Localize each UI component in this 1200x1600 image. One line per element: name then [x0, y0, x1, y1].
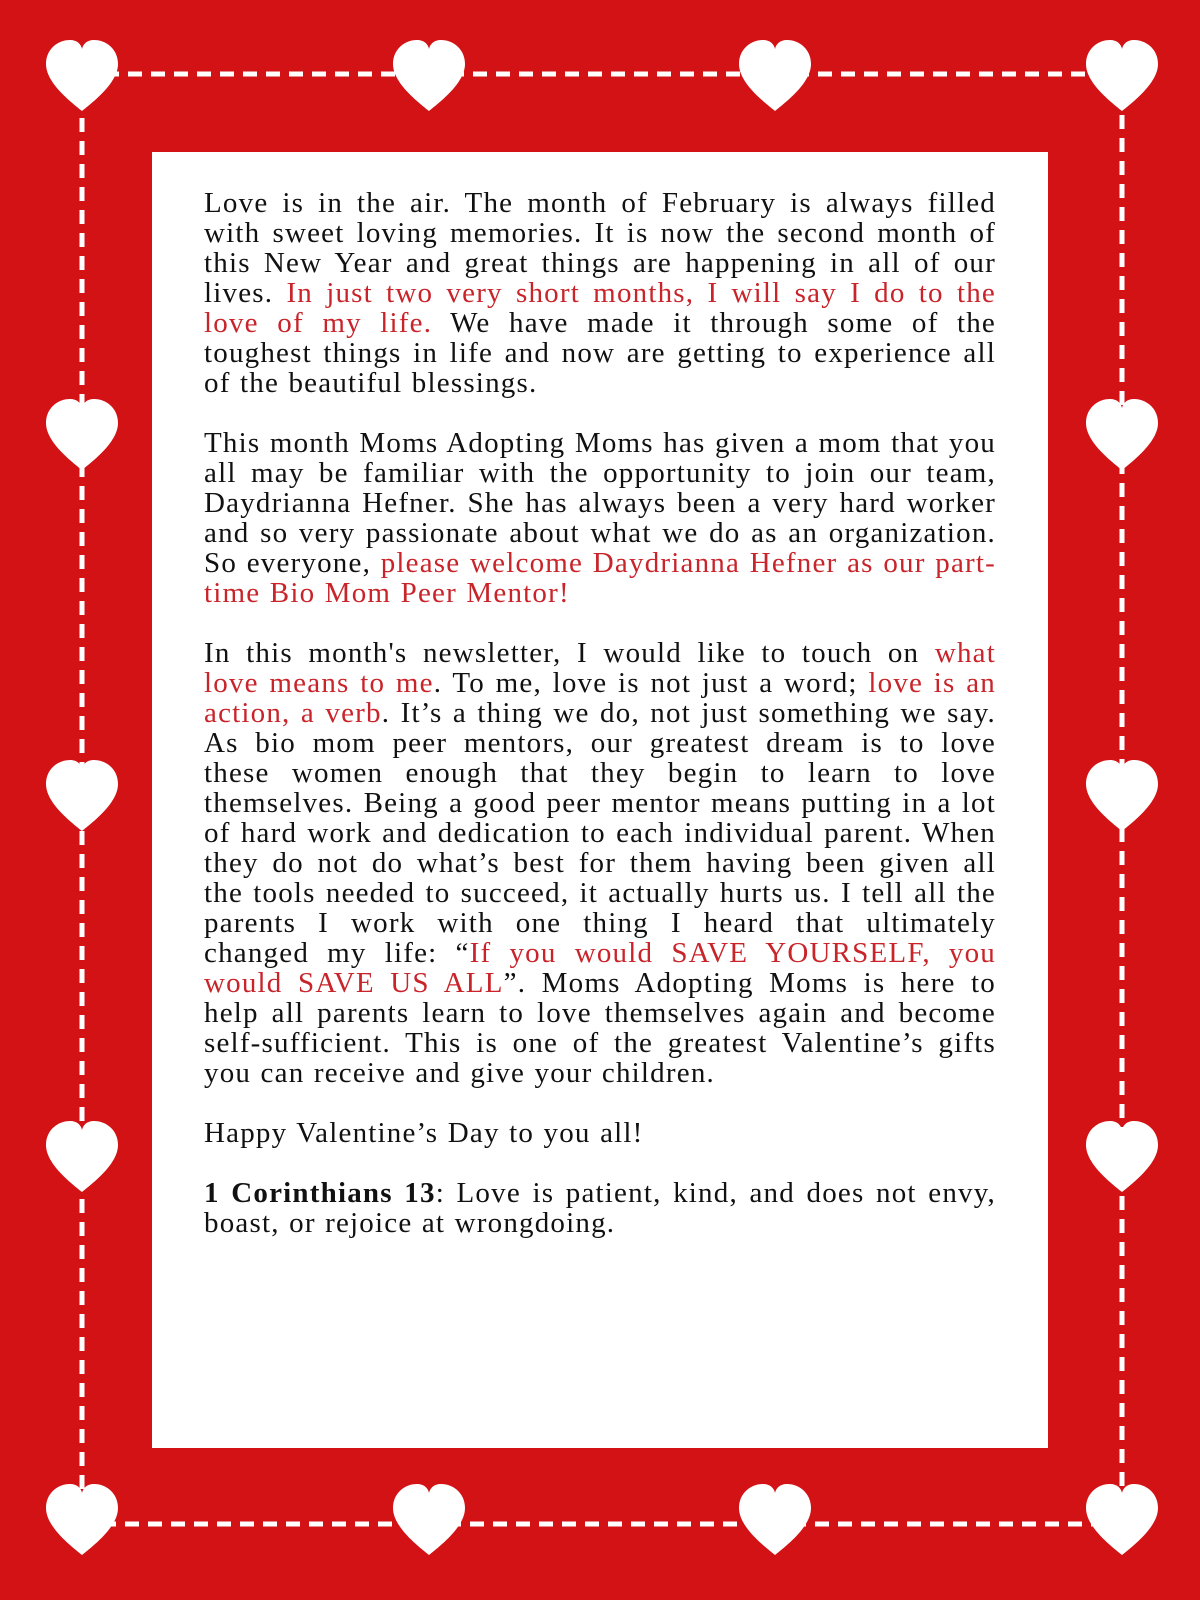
love-text-1: In this month's newsletter, I would like to touch on: [204, 637, 935, 669]
paragraph-greeting: [204, 1118, 996, 1148]
heart-icon: [46, 40, 118, 111]
love-means-highlight: what love means to me: [204, 637, 996, 699]
scripture-reference: 1 Corinthians 13: [204, 1177, 436, 1209]
letter-panel: [152, 152, 1048, 1448]
valentines-greeting: Happy Valentine’s Day to you all!: [204, 1117, 644, 1149]
heart-icon: [46, 760, 118, 831]
intro-text-end: We have made it through some of the toughest things in life and now are getting to experience all of the beautiful blessings.: [204, 307, 996, 399]
heart-icon: [46, 399, 118, 470]
paragraph-love-meaning: [204, 638, 996, 1088]
heart-icon: [1086, 1121, 1158, 1192]
save-yourself-quote: If you would SAVE YOURSELF, you would SAVE US ALL: [204, 937, 997, 999]
heart-icon: [393, 40, 465, 111]
paragraph-scripture: [204, 1178, 996, 1238]
wedding-highlight: In just two very short months, I will say I do to the love of my life.: [204, 277, 996, 339]
heart-icon: [739, 1484, 811, 1555]
letter-body: [204, 188, 996, 1238]
intro-text: Love is in the air. The month of February is always filled with sweet loving memories. It is now the second month of this New Year and great things are happening in all of our lives.: [204, 187, 996, 309]
love-text-4: ”. Moms Adopting Moms is here to help all parents learn to love themselves again and become self-sufficient. This is one of the greatest Valentine’s gifts you can receive and give your children.: [204, 967, 996, 1089]
love-text-2: . To me, love is not just a word;: [433, 667, 869, 699]
new-mentor-text: This month Moms Adopting Moms has given a mom that you all may be familiar with the opportunity to join our team, Daydrianna Hefner. She has always been a very hard worker and so very passionate about what we do as an organization. So everyone,: [204, 427, 996, 579]
paragraph-intro: [204, 188, 996, 398]
heart-icon: [393, 1484, 465, 1555]
paragraph-new-mentor: [204, 428, 996, 608]
love-action-highlight: love is an action, a verb: [204, 667, 997, 729]
heart-icon: [1086, 40, 1158, 111]
heart-icon: [1086, 1484, 1158, 1555]
heart-icon: [46, 1121, 118, 1192]
scripture-text: : Love is patient, kind, and does not envy, boast, or rejoice at wrongdoing.: [204, 1177, 996, 1239]
heart-icon: [739, 40, 811, 111]
heart-icon: [1086, 760, 1158, 831]
love-text-3: . It’s a thing we do, not just something we say. As bio mom peer mentors, our greatest dream is to love these women enough that they begin to learn to love themselves. Being a good peer mentor means putting in a lot of hard work and dedication to each individual parent. When they do not do what’s best for them having been given all the tools needed to succeed, it actually hurts us. I tell all the parents I work with one thing I heard that ultimately changed my life: “: [204, 697, 996, 969]
welcome-highlight: please welcome Daydrianna Hefner as our part-time Bio Mom Peer Mentor!: [204, 547, 996, 609]
heart-icon: [1086, 399, 1158, 470]
heart-icon: [46, 1484, 118, 1555]
